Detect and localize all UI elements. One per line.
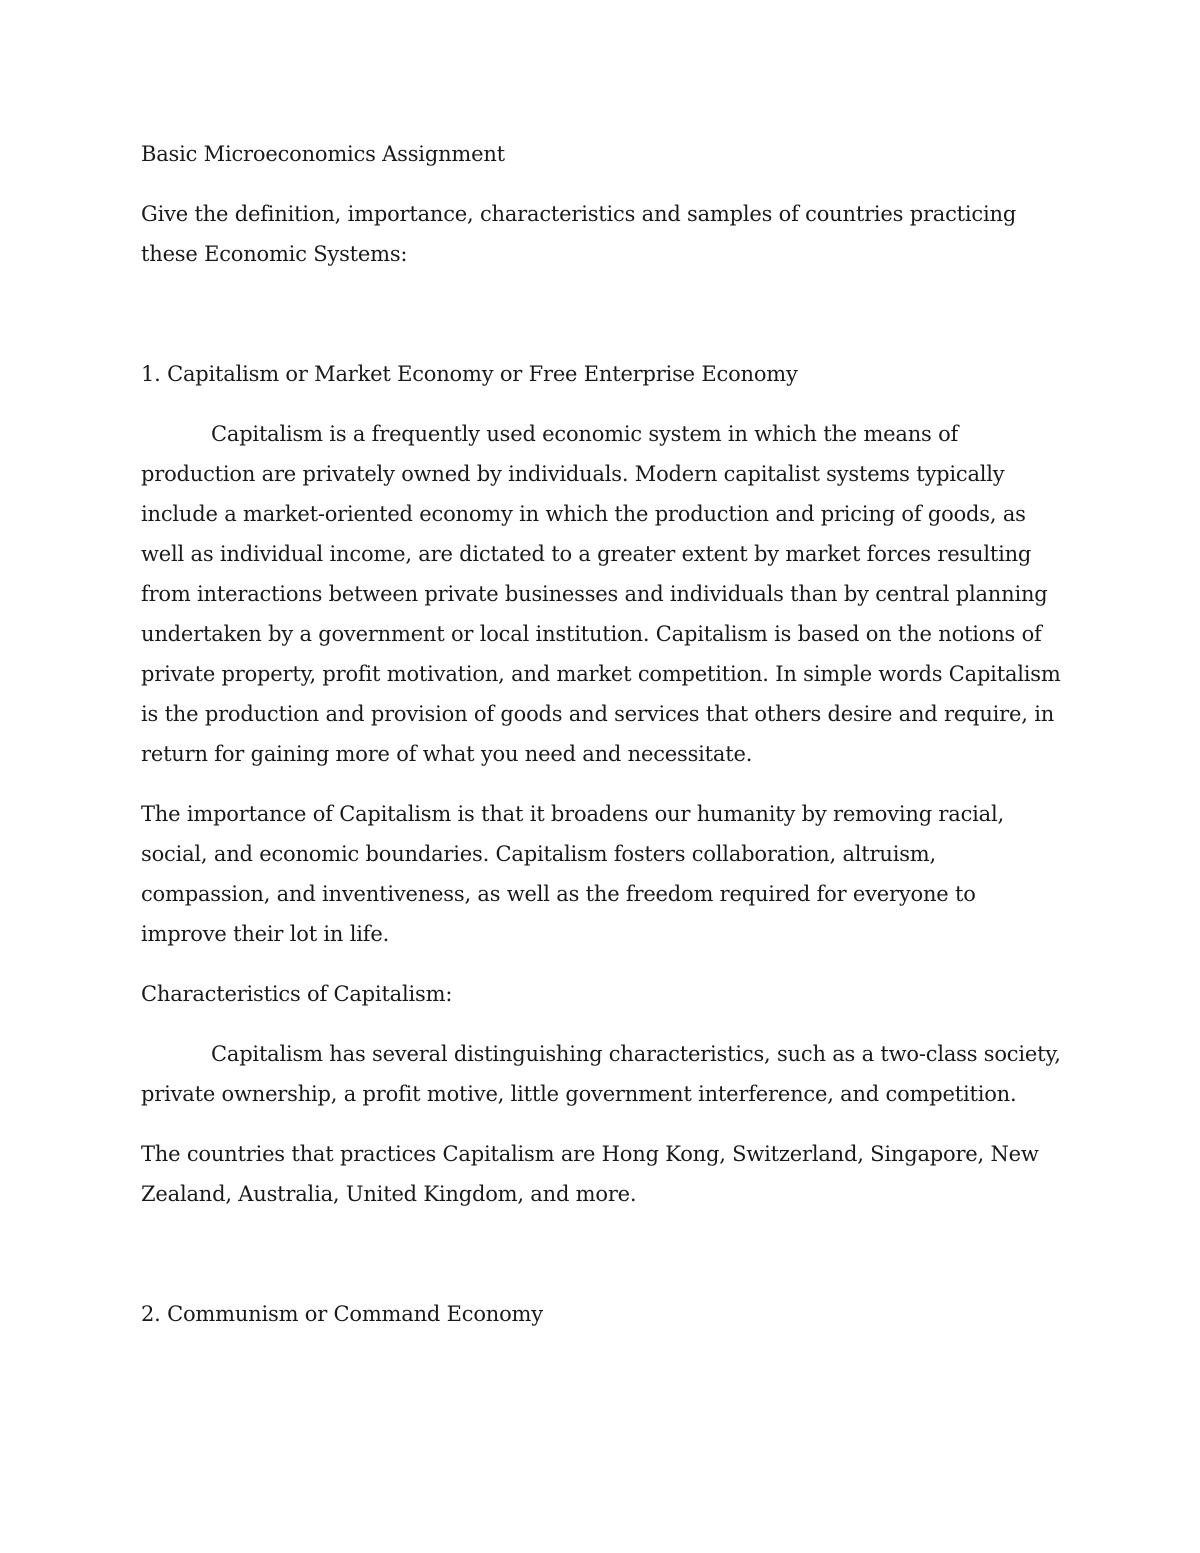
spacer <box>141 294 1066 354</box>
document-title: Basic Microeconomics Assignment <box>141 142 505 166</box>
characteristics-heading: Characteristics of Capitalism: <box>141 982 453 1006</box>
spacer <box>141 1234 1066 1294</box>
capitalism-definition: Capitalism is a frequently used economic system in which the means of production are privately owned by individuals. Modern capitalist systems typically include a market-oriented economy in which the production and pricing of goods, as well as individual income, are dictated to a greater extent by market forces resulting from interactions between private businesses and individuals than by central planning undertaken by a government or local institution. Capitalism is based on the notions of private property, profit motivation, and market competition. In simple words Capitalism is the production and provision of goods and services that others desire and require, in return for gaining more of what you need and necessitate. <box>141 422 1061 766</box>
document-body <box>141 134 1066 1354</box>
capitalism-importance: The importance of Capitalism is that it broadens our humanity by removing racial, social, and economic boundaries. Capitalism fosters collaboration, altruism, compassion, and inventiveness, as well as the freedom required for everyone to improve their lot in life. <box>141 802 1004 946</box>
section-1-heading: 1. Capitalism or Market Economy or Free Enterprise Economy <box>141 362 798 386</box>
capitalism-countries: The countries that practices Capitalism are Hong Kong, Switzerland, Singapore, New Zealand, Australia, United Kingdom, and more. <box>141 1142 1039 1206</box>
capitalism-characteristics: Capitalism has several distinguishing characteristics, such as a two-class society, private ownership, a profit motive, little government interference, and competition. <box>141 1042 1061 1106</box>
assignment-instructions: Give the definition, importance, characteristics and samples of countries practicing these Economic Systems: <box>141 202 1017 266</box>
section-2-heading: 2. Communism or Command Economy <box>141 1302 543 1326</box>
